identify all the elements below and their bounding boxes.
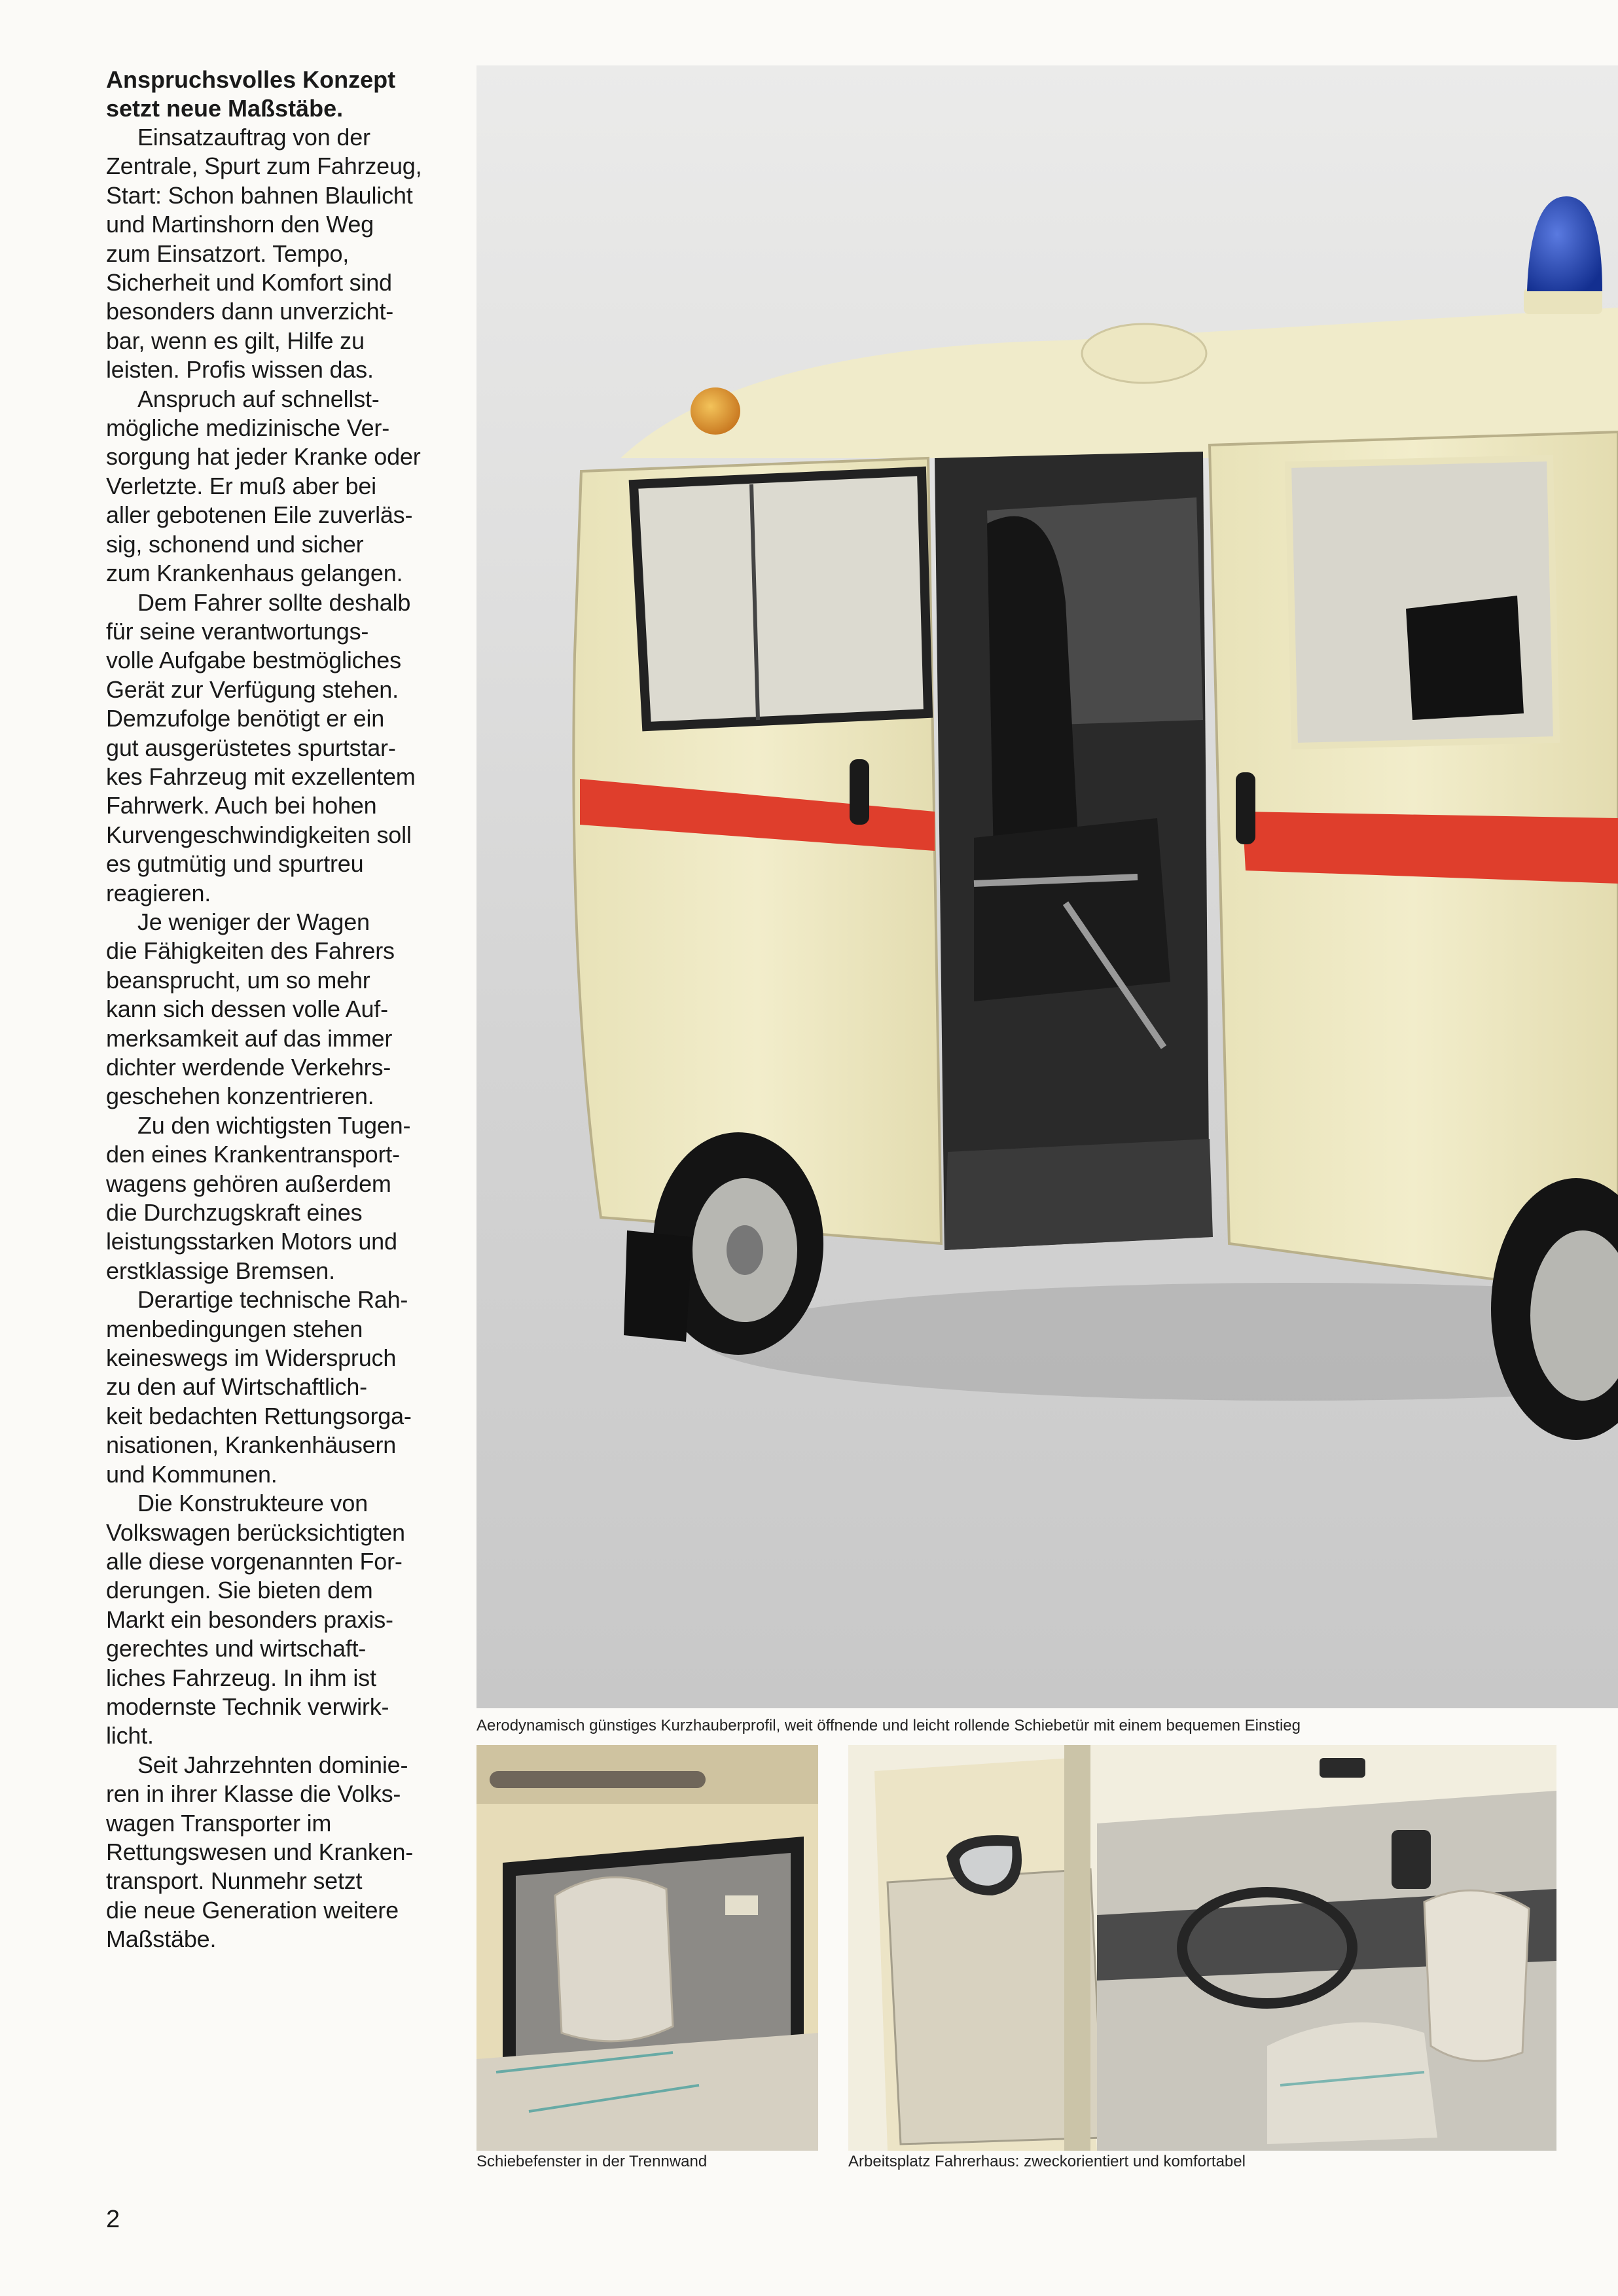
main-photo-caption: Aerodynamisch günstiges Kurzhauberprofil, weit öffnende und leicht rollende Schiebetür mit einem bequemen Einstieg [476, 1717, 1301, 1734]
article-body [106, 123, 473, 1954]
article-paragraph: Je weniger der Wagen die Fähigkeiten des Fahrers beansprucht, um so mehr kann sich dessen volle Auf- merksamkeit auf das immer dichter werdende Verkehrs- geschehen konzentrieren. [106, 908, 395, 1110]
cab-photo-caption: Arbeitsplatz Fahrerhaus: zweckorientiert und komfortabel [848, 2153, 1246, 2170]
partition-window-photo [476, 1745, 818, 2151]
window-photo-caption: Schiebefenster in der Trennwand [476, 2153, 708, 2170]
ambulance-van-photo [476, 65, 1618, 1708]
article-paragraph: Anspruch auf schnellst- mögliche medizinische Ver- sorgung hat jeder Kranke oder Verletzte. Er muß aber bei aller gebotenen Eile zuverläs- sig, schonend und sicher zum Krankenhaus gelangen. [106, 385, 421, 587]
article-paragraph: Zu den wichtigsten Tugen- den eines Krankentransport- wagens gehören außerdem die Durchzugskraft eines leistungsstarken Motors und erstklassige Bremsen. [106, 1111, 411, 1284]
page-number: 2 [106, 2206, 120, 2233]
article-paragraph: Seit Jahrzehnten dominie- ren in ihrer Klasse die Volks- wagen Transporter im Rettungswesen und Kranken- transport. Nunmehr setzt die neue Generation weitere Maßstäbe. [106, 1751, 414, 1953]
article-paragraph: Derartige technische Rah- menbedingungen stehen keineswegs im Widerspruch zu den auf Wirtschaftlich- keit bedachten Rettungsorga- nisationen, Krankenhäusern und Kommunen. [106, 1286, 412, 1488]
article-paragraph: Einsatzauftrag von der Zentrale, Spurt zum Fahrzeug, Start: Schon bahnen Blaulicht und Martinshorn den Weg zum Einsatzort. Tempo, Sicherheit und Komfort sind besonders dann unverzicht- bar, wenn es gilt, Hilfe zu leisten. Profis wissen das. [106, 124, 422, 384]
article-paragraph: Dem Fahrer sollte deshalb für seine verantwortungs- volle Aufgabe bestmögliches Gerät zur Verfügung stehen. Demzufolge benötigt er ein gut ausgerüstetes spurtstar- kes Fahrzeug mit exzellentem Fahrwerk. Auch bei hohen Kurvengeschwindigkeiten soll es gutmütig und spurtreu reagieren. [106, 588, 416, 906]
article-text-column [106, 65, 473, 1954]
drivers-cab-photo [848, 1745, 1556, 2151]
article-headline: Anspruchsvolles Konzept setzt neue Maßstäbe. [106, 66, 396, 122]
article-paragraph: Die Konstrukteure von Volkswagen berücksichtigten alle diese vorgenannten For- derungen. Sie bieten dem Markt ein besonders praxis- gerechtes und wirtschaft- liches Fahrzeug. In ihm ist modernste Technik verwirk- licht. [106, 1490, 405, 1749]
